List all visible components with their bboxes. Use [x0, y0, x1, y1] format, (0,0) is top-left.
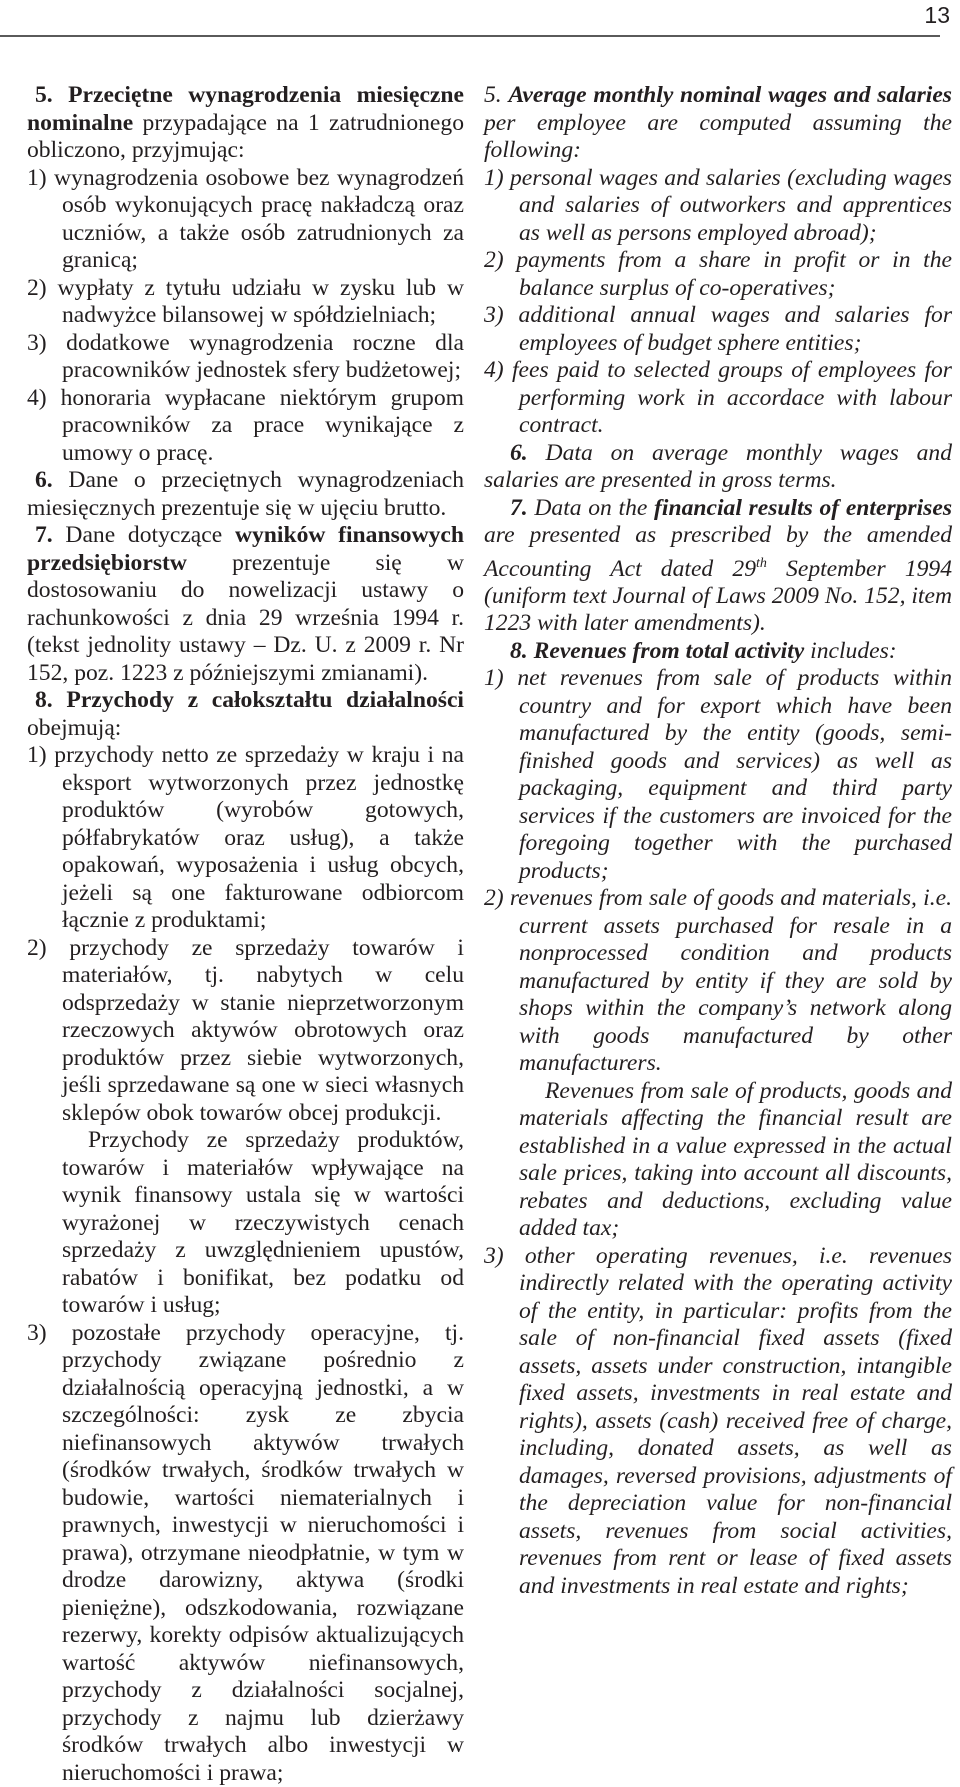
section-num: 6. [510, 440, 528, 466]
section-text: Data on average monthly wages and salaries are presented in gross terms. [484, 440, 952, 494]
section-text: przypadające na 1 zatrudnionego obliczono, przyjmując: [27, 110, 464, 164]
list-item: 2) payments from a share in profit or in the balance surplus of co-operatives; [484, 247, 952, 302]
list-item: 1) wynagrodzenia osobowe bez wynagrodzeń osób wykonujących pracę nakładczą oraz uczniów, a także osób zatrudnionych za granicą; [27, 165, 464, 275]
superscript: th [756, 556, 767, 571]
list-item: 1) net revenues from sale of products within country and for export which have been manufactured by the entity (goods, semi-finished goods and services) as well as packaging, equipment and third party services if the customers are invoiced for the foregoing together with the purchased products; [484, 665, 952, 885]
english-column [484, 82, 952, 1600]
section-text: prezentuje się w dostosowaniu do nowelizacji ustawy o rachunkowości z dnia 29 września 1994 r. (tekst jednolity ustawy – Dz. U. z 2009 r. Nr 152, poz. 1223 z późniejszymi zmianami). [27, 550, 464, 686]
section-text: September 1994 (uniform text Journal of Laws 2009 No. 152, item 1223 with later amendments). [484, 555, 952, 636]
section-8-en [484, 638, 952, 666]
list-item: 3) other operating revenues, i.e. revenues indirectly related with the operating activity of the entity, in particular: profits from the sale of non-financial fixed assets (fixed assets, assets under construction, intangible fixed assets, investments in real estate and rights), assets (cash) received free of charge, including, donated assets, as well as damages, reversed provisions, adjustments of the depreciation value for non-financial assets, revenues from social activities, revenues from rent or lease of fixed assets and investments in real estate and rights; [484, 1243, 952, 1601]
list-item: 4) fees paid to selected groups of employees for performing work in accordace with labour contract. [484, 357, 952, 440]
section-7-pl [27, 522, 464, 687]
section-bold: wyników finansowych przedsiębiorstw [27, 522, 464, 576]
section-text: Dane o przeciętnych wynagrodzeniach miesięcznych prezentuje się w ujęciu brutto. [27, 467, 464, 521]
section-title: Przychody z całokształtu działalności [66, 687, 464, 713]
section-num: 7. [510, 495, 528, 521]
list-item: 1) przychody netto ze sprzedaży w kraju i na eksport wytworzonych przez jednostkę produktów (wyrobów gotowych, półfabrykatów oraz usług), a także opakowań, wyposażenia i usług obcych, jeżeli są one fakturowane odbiorcom łącznie z produktami; [27, 742, 464, 935]
list-item: 3) pozostałe przychody operacyjne, tj. przychody związane pośrednio z działalnością operacyjną jednostki, a w szczególności: zysk ze zbycia niefinansowych aktywów trwałych (środków trwałych, środków trwałych w budowie, wartości niematerialnych i prawnych, inwestycji w nieruchomości i prawa), otrzymane nieodpłatnie, w tym w drodze darowizny, aktywa (środki pieniężne), odszkodowania, rozwiązane rezerwy, korekty odpisów aktualizujących wartość aktywów niefinansowych, przychody z działalności socjalnej, przychody z najmu lub dzierżawy środków trwałych albo inwestycji w nieruchomości i prawa; [27, 1320, 464, 1787]
header-rule [0, 35, 940, 37]
section-6-en [484, 440, 952, 495]
section-text: obejmują: [27, 715, 121, 741]
section-6-pl [27, 467, 464, 522]
section-bold: financial results of enterprises [654, 495, 952, 521]
paragraph: Przychody ze sprzedaży produktów, towarów i materiałów wpływające na wynik finansowy ustala się w wartości wyrażonej w rzeczywistych cenach sprzedaży z uwzględnieniem upustów, rabatów i bonifikat, bez podatku od towarów i usług; [27, 1127, 464, 1320]
page-number: 13 [924, 2, 950, 29]
list-item: 1) personal wages and salaries (excluding wages and salaries of outworkers and apprentices as well as persons employed abroad); [484, 165, 952, 248]
list-item: 3) additional annual wages and salaries for employees of budget sphere entities; [484, 302, 952, 357]
list-item: 2) revenues from sale of goods and materials, i.e. current assets purchased for resale in a nonprocessed condition and products manufactured by entity if they are sold by shops within the company’s network along with goods manufactured by other manufacturers. [484, 885, 952, 1078]
section-title: Przeciętne wynagrodzenia miesięczne nominalne [27, 82, 464, 136]
section-text: Dane dotyczące [53, 522, 235, 548]
paragraph: Revenues from sale of products, goods and materials affecting the financial result are established in a value expressed in the actual sale prices, taking into account all discounts, rebates and deductions, excluding value added tax; [484, 1078, 952, 1243]
list-item: 4) honoraria wypłacane niektórym grupom pracowników za prace wynikające z umowy o pracę. [27, 385, 464, 468]
list-item: 2) wypłaty z tytułu udziału w zysku lub w nadwyżce bilansowej w spółdzielniach; [27, 275, 464, 330]
section-text: Data on the [528, 495, 654, 521]
section-num: 6. [35, 467, 53, 493]
list-item: 2) przychody ze sprzedaży towarów i materiałów, tj. nabytych w celu odsprzedaży w stanie nieprzetworzonym rzeczowych aktywów obrotowych oraz produktów przez siebie wytworzonych, jeśli sprzedawane są one w sieci własnych sklepów obok towarów obcej produkcji. [27, 935, 464, 1128]
section-5-pl [27, 82, 464, 165]
section-5-en [484, 82, 952, 165]
section-num: 8. [510, 638, 528, 664]
section-num: 5. [35, 82, 53, 108]
section-7-en [484, 495, 952, 638]
section-text: per employee are computed assuming the following: [484, 110, 952, 164]
list-item: 3) dodatkowe wynagrodzenia roczne dla pracowników jednostek sfery budżetowej; [27, 330, 464, 385]
section-text: includes: [804, 638, 896, 664]
section-num: 8. [35, 687, 53, 713]
polish-column [27, 82, 464, 1787]
section-8-pl [27, 687, 464, 742]
section-num: 5. [484, 82, 502, 108]
section-title: Revenues from total activity [534, 638, 805, 664]
section-text: are presented as prescribed by the amended Accounting Act dated 29 [484, 522, 952, 581]
section-num: 7. [35, 522, 53, 548]
section-title: Average monthly nominal wages and salaries [508, 82, 952, 108]
